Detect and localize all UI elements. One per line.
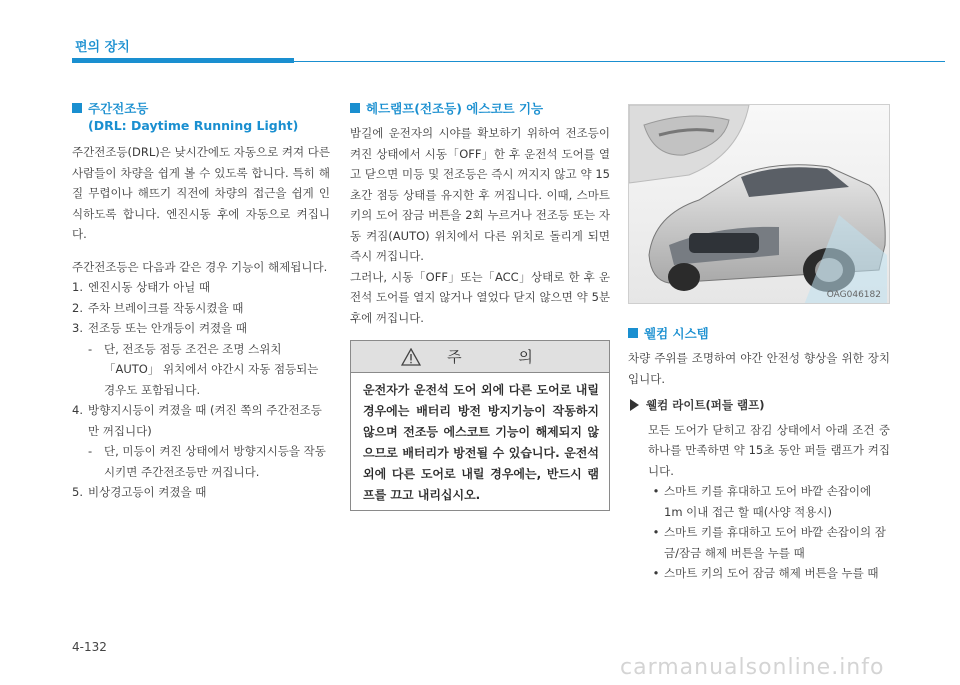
drl-intro: 주간전조등(DRL)은 낮시간에도 자동으로 켜져 다른 사람들이 차량을 쉽게 볼 수 있도록 합니다. 특히 해질 무렵이나 해뜨기 직전에 차량의 접근을 쉽게 인식하도록 합니다. 엔진시동 후에 자동으로 켜집니다. <box>72 145 330 241</box>
list-item: 3. 전조등 또는 안개등이 켜졌을 때 <box>72 321 248 335</box>
list-item: • 스마트 키를 휴대하고 도어 바깥 손잡이의 잠금/잠금 해제 버튼을 누를 때 <box>652 525 886 560</box>
page-number: 4-132 <box>72 640 107 654</box>
caution-header <box>351 341 609 373</box>
drl-lead: 주간전조등은 다음과 같은 경우 기능이 해제됩니다. <box>72 259 328 274</box>
welcome-title: 웰컴 시스템 <box>644 326 709 341</box>
header-bar <box>72 58 294 63</box>
list-item: • 스마트 키를 휴대하고 도어 바깥 손잡이에 1m 이내 접근 할 때(사양 적용시) <box>652 484 872 519</box>
welcome-subheading <box>628 395 890 416</box>
warning-triangle-icon <box>401 348 421 366</box>
list-item: 4. 방향지시등이 켜졌을 때 (켜진 쪽의 주간전조등만 꺼집니다) <box>72 403 322 438</box>
welcome-intro: 차량 주위를 조명하여 야간 안전성 향상을 위한 장치입니다. <box>628 351 890 386</box>
drl-heading <box>72 100 330 117</box>
escort-section <box>350 100 610 328</box>
square-bullet-icon <box>350 103 360 113</box>
welcome-sub-title: 웰컴 라이트(퍼들 램프) <box>646 398 765 412</box>
list-note: - 단, 미등이 켜진 상태에서 방향지시등을 작동시키면 주간전조등만 꺼집니다. <box>88 444 326 479</box>
drl-list <box>72 277 330 339</box>
list-item: 1. 엔진시동 상태가 아닐 때 <box>72 280 211 294</box>
triangle-right-icon <box>630 399 639 411</box>
caution-box <box>350 340 610 511</box>
photo-code: OAG046182 <box>826 290 881 300</box>
square-bullet-icon <box>628 328 638 338</box>
car-illustration <box>629 105 890 304</box>
watermark: carmanualsonline.info <box>620 655 885 680</box>
caution-title: 주 의 <box>447 348 559 366</box>
drl-title: 주간전조등 <box>88 101 149 116</box>
welcome-section <box>628 325 890 584</box>
drl-subtitle: (DRL: Daytime Running Light) <box>88 118 299 133</box>
escort-body: 밤길에 운전자의 시야를 확보하기 위하여 전조등이 켜진 상태에서 시동「OFF」한 후 운전석 도어를 열고 닫으면 미등 및 전조등은 즉시 꺼지지 않고 약 15초간 점등 상태를 유지한 후 꺼집니다. 이때, 스마트 키의 도어 잠금 버튼을 2회 누르거나 전조등 또는 자동 켜짐(AUTO) 위치에서 다른 위치로 돌리게 되면 즉시 꺼집니다. <box>350 126 610 263</box>
square-bullet-icon <box>72 103 82 113</box>
drl-list-cont <box>72 400 330 441</box>
list-note: - 단, 전조등 점등 조건은 조명 스위치 「AUTO」 위치에서 야간시 자동 점등되는 경우도 포함됩니다. <box>88 341 319 397</box>
header-title: 편의 장치 <box>75 40 130 55</box>
list-item: • 스마트 키의 도어 잠금 해제 버튼을 누를 때 <box>652 566 879 580</box>
drl-list-end <box>72 482 330 503</box>
header-rule <box>294 61 945 62</box>
escort-title: 헤드램프(전조등) 에스코트 기능 <box>366 101 544 116</box>
drl-section <box>72 100 330 503</box>
list-item: 5. 비상경고등이 켜졌을 때 <box>72 485 207 499</box>
list-item: 2. 주차 브레이크를 작동시켰을 때 <box>72 300 244 315</box>
car-photo <box>628 104 890 304</box>
escort-body-2: 그러나, 시동「OFF」또는「ACC」상태로 한 후 운전석 도어를 열지 않거나 열었다 닫지 않으면 약 5분 후에 꺼집니다. <box>350 269 610 325</box>
welcome-heading <box>628 325 890 342</box>
caution-body: 운전자가 운전석 도어 외에 다른 도어로 내릴 경우에는 배터리 방전 방지기능이 작동하지 않으며 전조등 에스코트 기능이 해제되지 않으므로 배터리가 방전될 수 있습니다. 운전석 외에 다른 도어로 내릴 경우에는, 반드시 램프를 끄고 내리십시오. <box>363 383 599 502</box>
welcome-sub-body: 모든 도어가 닫히고 잠김 상태에서 아래 조건 중 하나를 만족하면 약 15초 동안 퍼들 램프가 켜집니다. <box>648 422 890 478</box>
escort-heading <box>350 100 610 117</box>
